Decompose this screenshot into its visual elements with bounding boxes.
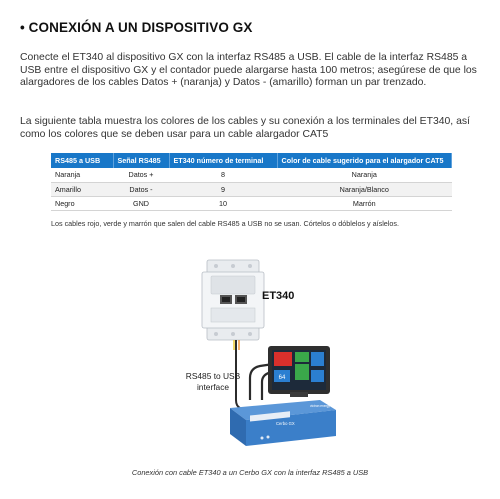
figure-caption: Conexión con cable ET340 a un Cerbo GX con la interfaz RS485 a USB [131, 468, 369, 477]
et340-meter [202, 260, 264, 340]
section-heading: • CONEXIÓN A UN DISPOSITIVO GX [20, 20, 253, 35]
cell-cat5-color: Marrón [277, 196, 452, 210]
interface-label: RS485 to USB interface [185, 371, 241, 392]
table-row [51, 168, 452, 182]
cell-signal: GND [113, 196, 169, 210]
cell-wire-color: Naranja [51, 168, 113, 182]
cerbo-brand: victron energy [310, 404, 331, 408]
intro-paragraph: Conecte el ET340 al dispositivo GX con la interfaz RS485 a USB. El cable de la interfaz RS485 a USB entre el dispositivo GX y el contador puede alargarse hasta 100 metros; asegúrese de que los alargadores de los cables Datos + (naranja) y Datos - (amarillo) forman un par trenzado. [20, 52, 477, 89]
col-header-terminal: ET340 número de terminal [169, 153, 277, 168]
cell-terminal: 8 [169, 168, 277, 182]
cerbo-gx-device [230, 400, 336, 446]
table-row [51, 196, 452, 210]
connection-diagram [150, 250, 400, 450]
cell-signal: Datos - [113, 182, 169, 196]
cerbo-name: Cerbo GX [276, 421, 295, 426]
cell-cat5-color: Naranja/Blanco [277, 182, 452, 196]
screen-value: 64 [278, 375, 286, 381]
table-intro-paragraph: La siguiente tabla muestra los colores de los cables y su conexión a los terminales del ET340, así como los colores que se deben usar para un cable alargador CAT5 [20, 116, 470, 140]
connection-illustration [150, 250, 400, 450]
table-row [51, 182, 452, 196]
gx-touch-display [268, 346, 330, 397]
wiring-table [51, 153, 452, 211]
col-header-signal: Señal RS485 [113, 153, 169, 168]
cell-cat5-color: Naranja [277, 168, 452, 182]
col-header-cat5-color: Color de cable sugerido para el alargador CAT5 [277, 153, 452, 168]
unused-wires-note: Los cables rojo, verde y marrón que salen del cable RS485 a USB no se usan. Córtelos o dóblelos y aíslelos. [51, 219, 399, 228]
cell-signal: Datos + [113, 168, 169, 182]
col-header-rs485-usb: RS485 a USB [51, 153, 113, 168]
table-header-row [51, 153, 452, 168]
cell-wire-color: Negro [51, 196, 113, 210]
et340-label: ET340 [262, 290, 295, 302]
cell-terminal: 9 [169, 182, 277, 196]
cell-wire-color: Amarillo [51, 182, 113, 196]
cell-terminal: 10 [169, 196, 277, 210]
